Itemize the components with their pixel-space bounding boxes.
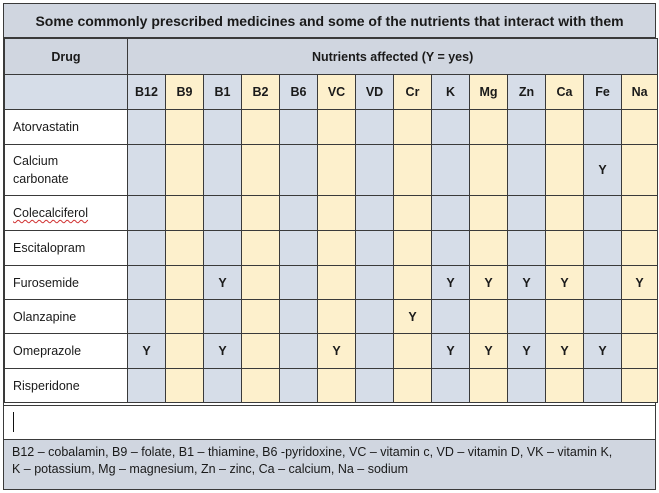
drug-name (5, 334, 128, 369)
cell-vc (318, 300, 356, 334)
cell-k (432, 196, 470, 231)
drug-name-line: Colecalciferol (13, 206, 89, 220)
cell-k (432, 110, 470, 145)
cell-ca (546, 369, 584, 403)
nutrient-header-fe: Fe (584, 75, 622, 110)
cell-b2 (242, 110, 280, 145)
nutrient-header-row (5, 75, 658, 110)
cell-b9 (166, 369, 204, 403)
cell-cr (394, 334, 432, 369)
table-row (5, 334, 658, 369)
cell-b9 (166, 196, 204, 231)
table-row (5, 300, 658, 334)
nutrient-header-b2: B2 (242, 75, 280, 110)
cell-b1: Y (204, 266, 242, 300)
cell-vc (318, 369, 356, 403)
cell-zn (508, 110, 546, 145)
cell-b6 (280, 334, 318, 369)
nutrient-header-vc: VC (318, 75, 356, 110)
nutrient-header-vd: VD (356, 75, 394, 110)
cell-fe: Y (584, 334, 622, 369)
legend-line-1: B12 – cobalamin, B9 – folate, B1 – thiamine, B6 -pyridoxine, VC – vitamin c, VD – vitamin D, VK – vitamin K, (12, 445, 613, 459)
cell-cr: Y (394, 300, 432, 334)
cell-vc (318, 266, 356, 300)
cell-k (432, 369, 470, 403)
cell-b2 (242, 300, 280, 334)
cell-cr (394, 266, 432, 300)
cell-b6 (280, 110, 318, 145)
cell-b12 (128, 196, 166, 231)
legend-line-2: K – potassium, Mg – magnesium, Zn – zinc, Ca – calcium, Na – sodium (12, 462, 408, 476)
drug-name-line: Escitalopram (13, 241, 86, 255)
cell-b9 (166, 145, 204, 196)
cell-b1: Y (204, 334, 242, 369)
cell-na (622, 334, 658, 369)
cell-ca: Y (546, 334, 584, 369)
table-title: Some commonly prescribed medicines and some of the nutrients that interact with them (4, 4, 655, 38)
nutrient-header-b6: B6 (280, 75, 318, 110)
cell-mg: Y (470, 334, 508, 369)
cell-k (432, 231, 470, 266)
cell-fe (584, 196, 622, 231)
cell-vd (356, 300, 394, 334)
table-row (5, 231, 658, 266)
legend (4, 439, 655, 489)
text-cursor (13, 412, 14, 432)
nutrient-header-ca: Ca (546, 75, 584, 110)
nutrient-table (4, 38, 658, 403)
drug-name (5, 266, 128, 300)
drug-name-line: Furosemide (13, 275, 79, 290)
cell-na (622, 369, 658, 403)
cell-ca (546, 300, 584, 334)
cell-b1 (204, 300, 242, 334)
drug-name (5, 300, 128, 334)
drug-name-line: carbonate (13, 172, 69, 186)
cell-mg (470, 196, 508, 231)
table-row (5, 266, 658, 300)
document-table-frame (3, 3, 656, 490)
drug-name (5, 110, 128, 145)
cell-na (622, 231, 658, 266)
cell-b1 (204, 110, 242, 145)
cell-b9 (166, 266, 204, 300)
table-row (5, 110, 658, 145)
cell-vd (356, 334, 394, 369)
cell-b9 (166, 110, 204, 145)
cell-zn: Y (508, 266, 546, 300)
cell-vd (356, 196, 394, 231)
cell-b6 (280, 266, 318, 300)
nutrient-header-b9: B9 (166, 75, 204, 110)
cell-b12 (128, 369, 166, 403)
cell-b1 (204, 196, 242, 231)
cell-fe (584, 110, 622, 145)
cell-zn (508, 300, 546, 334)
cell-b1 (204, 145, 242, 196)
cell-mg (470, 300, 508, 334)
cell-vc: Y (318, 334, 356, 369)
drug-name-line: Calcium (13, 154, 59, 168)
cell-cr (394, 196, 432, 231)
cell-vd (356, 110, 394, 145)
cell-vc (318, 231, 356, 266)
cell-fe: Y (584, 145, 622, 196)
nutrient-header-mg: Mg (470, 75, 508, 110)
cell-k: Y (432, 266, 470, 300)
table-row (5, 196, 658, 231)
cell-b12 (128, 300, 166, 334)
cell-b2 (242, 266, 280, 300)
nutrient-header-b12: B12 (128, 75, 166, 110)
cell-b12: Y (128, 334, 166, 369)
table-row (5, 145, 658, 196)
cell-ca: Y (546, 266, 584, 300)
table-row (5, 369, 658, 403)
cell-na: Y (622, 266, 658, 300)
cell-b1 (204, 369, 242, 403)
cell-b12 (128, 231, 166, 266)
drug-name (5, 231, 128, 266)
cell-b12 (128, 145, 166, 196)
cell-mg (470, 231, 508, 266)
drug-name (5, 145, 128, 196)
cell-b6 (280, 196, 318, 231)
cell-zn (508, 145, 546, 196)
cell-b9 (166, 231, 204, 266)
nutrient-header-cr: Cr (394, 75, 432, 110)
cell-cr (394, 369, 432, 403)
cell-na (622, 145, 658, 196)
cell-vc (318, 196, 356, 231)
cell-na (622, 300, 658, 334)
cell-b6 (280, 300, 318, 334)
drug-name-line: Omeprazole (13, 344, 82, 358)
nutrients-affected-header: Nutrients affected (Y = yes) (128, 39, 658, 75)
cell-fe (584, 266, 622, 300)
cell-zn (508, 369, 546, 403)
cell-fe (584, 231, 622, 266)
cell-mg (470, 110, 508, 145)
empty-text-row[interactable] (4, 405, 655, 440)
drug-name (5, 196, 128, 231)
cell-ca (546, 110, 584, 145)
nutrient-header-zn: Zn (508, 75, 546, 110)
cell-k: Y (432, 334, 470, 369)
cell-vd (356, 266, 394, 300)
cell-b9 (166, 300, 204, 334)
cell-b2 (242, 369, 280, 403)
cell-k (432, 145, 470, 196)
cell-na (622, 110, 658, 145)
cell-cr (394, 145, 432, 196)
cell-ca (546, 145, 584, 196)
drug-name-line: Olanzapine (13, 309, 77, 324)
cell-b2 (242, 231, 280, 266)
drug-name (5, 369, 128, 403)
cell-cr (394, 110, 432, 145)
drug-column-header: Drug (5, 39, 128, 75)
cell-b6 (280, 231, 318, 266)
cell-b1 (204, 231, 242, 266)
cell-b12 (128, 266, 166, 300)
nutrient-header-b1: B1 (204, 75, 242, 110)
drug-name-line: Atorvastatin (13, 120, 80, 134)
cell-na (622, 196, 658, 231)
cell-mg: Y (470, 266, 508, 300)
cell-vc (318, 110, 356, 145)
cell-mg (470, 145, 508, 196)
cell-vc (318, 145, 356, 196)
cell-b2 (242, 145, 280, 196)
cell-ca (546, 196, 584, 231)
cell-vd (356, 231, 394, 266)
cell-b9 (166, 334, 204, 369)
cell-fe (584, 300, 622, 334)
drug-name-line: Risperidone (13, 378, 80, 393)
cell-fe (584, 369, 622, 403)
cell-vd (356, 369, 394, 403)
cell-zn (508, 231, 546, 266)
cell-b12 (128, 110, 166, 145)
nutrient-header-k: K (432, 75, 470, 110)
cell-vd (356, 145, 394, 196)
cell-k (432, 300, 470, 334)
header-row (5, 39, 658, 75)
cell-zn (508, 196, 546, 231)
cell-b2 (242, 334, 280, 369)
cell-ca (546, 231, 584, 266)
nutrient-header-na: Na (622, 75, 658, 110)
cell-b2 (242, 196, 280, 231)
cell-mg (470, 369, 508, 403)
cell-zn: Y (508, 334, 546, 369)
cell-b6 (280, 145, 318, 196)
cell-b6 (280, 369, 318, 403)
drug-header-blank (5, 75, 128, 110)
cell-cr (394, 231, 432, 266)
